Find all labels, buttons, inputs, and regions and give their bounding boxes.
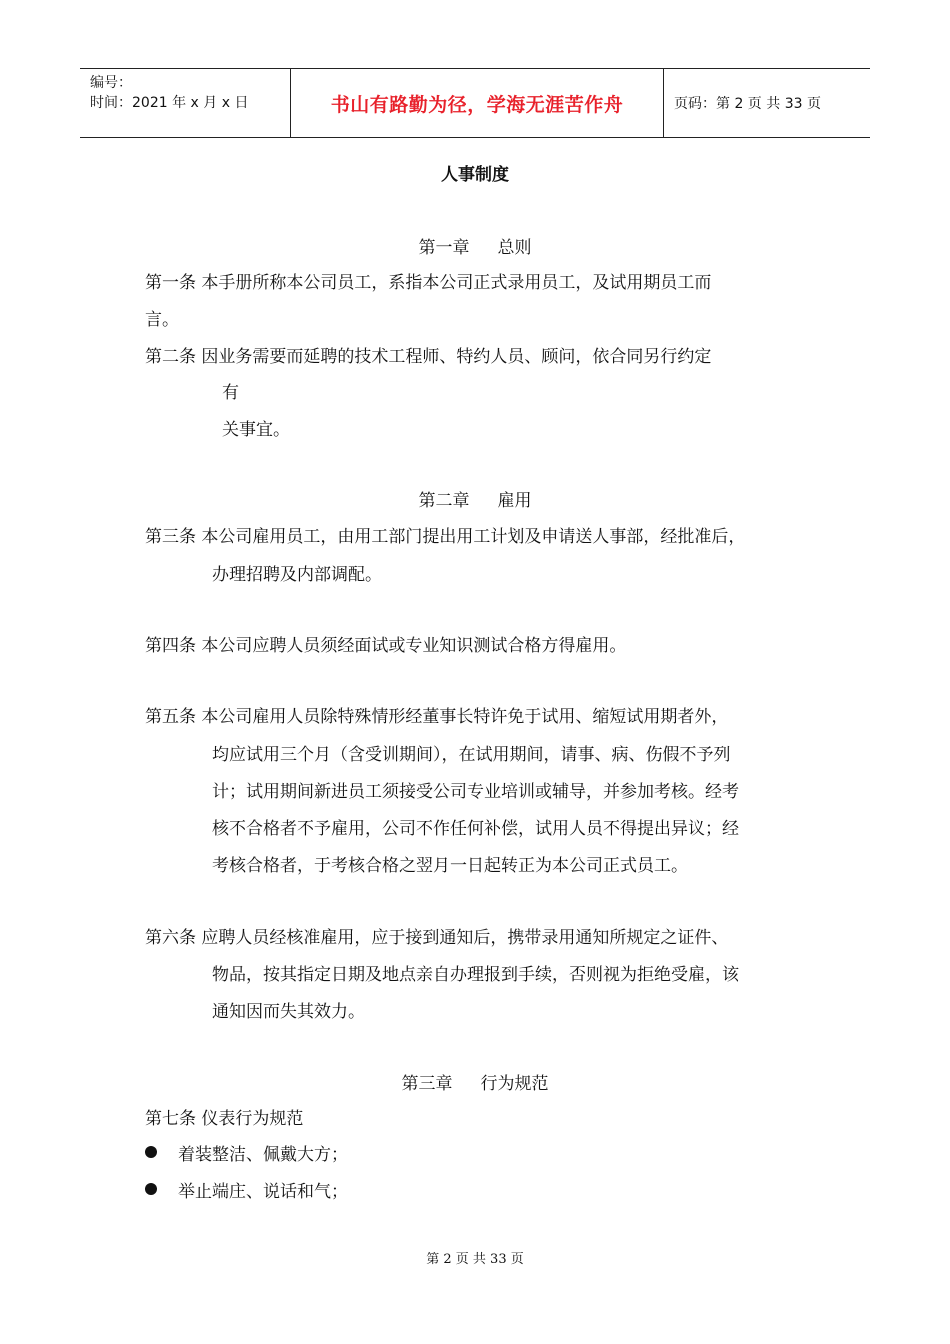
chapter-3-number: 第三章 (401, 1074, 453, 1094)
chapter-2-number: 第二章 (418, 491, 470, 511)
article-6-line-2: 物品，按其指定日期及地点亲自办理报到手续，否则视为拒绝受雇，该 (212, 965, 739, 985)
chapter-3-name: 行为规范 (480, 1074, 549, 1094)
header-page-info: 页码：第 2 页 共 33 页 (674, 96, 821, 112)
chapter-1-name: 总则 (497, 238, 532, 258)
bullet-item-1: 着装整洁、佩戴大方； (178, 1145, 348, 1165)
chapter-2-name: 雇用 (497, 491, 532, 511)
chapter-2-heading (0, 486, 950, 511)
bullet-dot-icon (145, 1146, 157, 1158)
article-4-line-1: 第四条 本公司应聘人员须经面试或专业知识测试合格方得雇用。 (145, 636, 627, 656)
article-2-line-1: 第二条 因业务需要而延聘的技术工程师、特约人员、顾问，依合同另行约定 (145, 347, 712, 367)
article-5-line-1: 第五条 本公司雇用人员除特殊情形经董事长特许免于试用、缩短试用期者外， (145, 707, 729, 727)
article-5-line-3: 计；试用期间新进员工须接受公司专业培训或辅导，并参加考核。经考 (212, 782, 739, 802)
bullet-item-2: 举止端庄、说话和气； (178, 1182, 348, 1202)
article-6-line-3: 通知因而失其效力。 (212, 1002, 365, 1022)
article-1-line-2: 言。 (145, 310, 179, 330)
document-number-label: 编号： (90, 75, 132, 91)
article-2-line-2: 有 (222, 383, 239, 403)
chapter-1-heading (0, 233, 950, 258)
article-3-line-2: 办理招聘及内部调配。 (212, 565, 382, 585)
article-3-line-1: 第三条 本公司雇用员工，由用工部门提出用工计划及申请送人事部，经批准后， (145, 527, 746, 547)
chapter-1-number: 第一章 (418, 238, 470, 258)
article-2-line-3: 关事宜。 (222, 420, 290, 440)
header-page-info-cell (664, 69, 870, 137)
article-7-line-1: 第七条 仪表行为规范 (145, 1109, 304, 1129)
document-title: 人事制度 (441, 165, 509, 185)
header-meta (80, 69, 290, 137)
document-time: 时间：2021 年 x 月 x 日 (90, 95, 249, 111)
bullet-dot-icon (145, 1183, 157, 1195)
article-5-line-4: 核不合格者不予雇用，公司不作任何补偿，试用人员不得提出异议；经 (212, 819, 739, 839)
chapter-3-heading (0, 1069, 950, 1094)
page-footer: 第 2 页 共 33 页 (426, 1252, 524, 1267)
article-5-line-5: 考核合格者，于考核合格之翌月一日起转正为本公司正式员工。 (212, 856, 688, 876)
article-6-line-1: 第六条 应聘人员经核准雇用，应于接到通知后，携带录用通知所规定之证件、 (145, 928, 729, 948)
article-5-line-2: 均应试用三个月（含受训期间），在试用期间，请事、病、伤假不予列 (212, 745, 731, 765)
page-header (80, 68, 870, 138)
article-1-line-1: 第一条 本手册所称本公司员工，系指本公司正式录用员工，及试用期员工而 (145, 273, 712, 293)
header-motto-cell (290, 69, 664, 137)
header-motto: 书山有路勤为径，学海无涯苦作舟 (330, 93, 624, 116)
